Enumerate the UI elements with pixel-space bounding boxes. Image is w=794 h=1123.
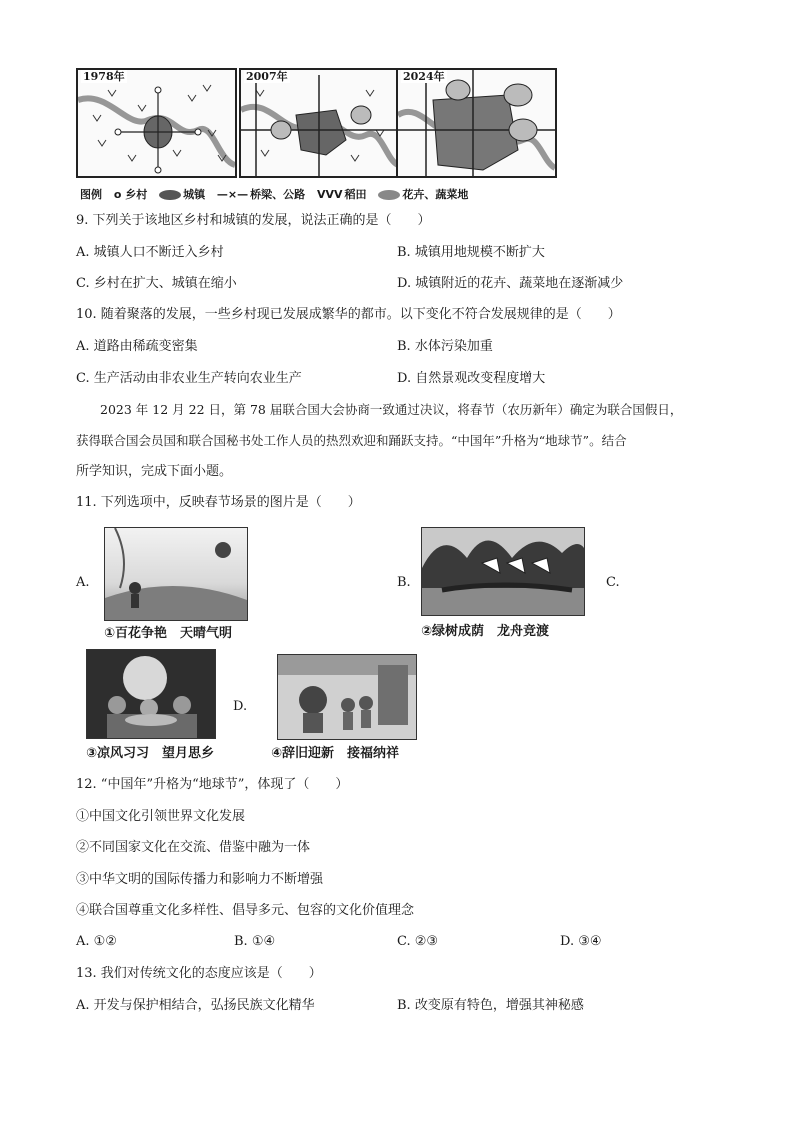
picture-new-year	[277, 654, 417, 740]
q11-option-d-label: D.	[233, 699, 248, 714]
passage-line-2: 获得联合国会员国和联合国秘书处工作人员的热烈欢迎和踊跃支持。“中国年”升格为“地球节”。结合	[76, 433, 627, 448]
q13-option-a: A. 开发与保护相结合，弘扬民族文化精华	[76, 998, 315, 1013]
picture-moon-festival	[86, 649, 216, 739]
passage-line-3: 所学知识，完成下面小题。	[76, 464, 233, 479]
q9-option-a: A. 城镇人口不断迁入乡村	[76, 245, 224, 260]
q12-stem: 12. “中国年”升格为“地球节”，体现了（ ）	[76, 777, 349, 792]
q9-option-d: D. 城镇附近的花卉、蔬菜地在逐渐减少	[397, 276, 624, 291]
q9-stem: 9. 下列关于该地区乡村和城镇的发展，说法正确的是（ ）	[76, 213, 431, 228]
picture-moon-festival-drawing	[87, 650, 215, 738]
q12-statement-1: ①中国文化引领世界文化发展	[76, 809, 246, 824]
q13-option-b: B. 改变原有特色，增强其神秘感	[397, 998, 584, 1013]
legend-village: o 乡村	[113, 188, 148, 201]
q11-option-a-label: A.	[76, 575, 90, 590]
map-2024-drawing	[398, 70, 555, 176]
picture-spring-drawing	[105, 528, 247, 620]
legend-flower-icon	[378, 190, 400, 200]
q11-caption-3: ③凉风习习 望月思乡	[86, 746, 215, 761]
legend-title: 图例	[80, 188, 102, 201]
picture-spring-scene	[104, 527, 248, 621]
q12-option-c: C. ②③	[397, 934, 439, 949]
picture-dragon-boat-drawing	[422, 528, 584, 615]
legend-town-icon	[159, 190, 181, 200]
q10-option-d: D. 自然景观改变程度增大	[397, 371, 546, 386]
q10-option-b: B. 水体污染加重	[397, 339, 493, 354]
legend-bridge-icon: —×—	[216, 188, 249, 201]
q13-stem: 13. 我们对传统文化的态度应该是（ ）	[76, 966, 322, 981]
legend-paddy: 稻田	[344, 188, 367, 201]
map-2007	[239, 68, 400, 178]
q10-stem: 10. 随着聚落的发展，一些乡村现已发展成繁华的都市。以下变化不符合发展规律的是（ ）	[76, 307, 621, 322]
q11-caption-4: ④辞旧迎新 接福纳祥	[271, 746, 400, 761]
map-year-1978: 1978年	[83, 70, 125, 83]
q12-statement-3: ③中华文明的国际传播力和影响力不断增强	[76, 872, 324, 887]
q11-caption-1: ①百花争艳 天晴气明	[104, 626, 233, 641]
map-year-2024: 2024年	[403, 70, 445, 83]
q9-option-b: B. 城镇用地规模不断扩大	[397, 245, 545, 260]
q11-option-b-label: B.	[397, 575, 411, 590]
map-2007-drawing	[241, 70, 398, 176]
map-1978-drawing	[78, 70, 235, 176]
legend-flower-veg: 花卉、蔬菜地	[402, 188, 469, 201]
map-1978	[76, 68, 237, 178]
q11-option-c-label: C.	[606, 575, 620, 590]
q12-option-a: A. ①②	[76, 934, 117, 949]
legend-town: 城镇	[183, 188, 206, 201]
legend-bridge-road: 桥梁、公路	[250, 188, 306, 201]
q12-option-d: D. ③④	[560, 934, 602, 949]
picture-new-year-drawing	[278, 655, 416, 739]
legend-paddy-icon: VVV	[316, 188, 343, 201]
q9-option-c: C. 乡村在扩大、城镇在缩小	[76, 276, 237, 291]
q10-option-c: C. 生产活动由非农业生产转向农业生产	[76, 371, 302, 386]
map-2024	[396, 68, 557, 178]
q12-statement-2: ②不同国家文化在交流、借鉴中融为一体	[76, 840, 311, 855]
q11-caption-2: ②绿树成荫 龙舟竞渡	[421, 624, 550, 639]
q10-option-a: A. 道路由稀疏变密集	[76, 339, 198, 354]
picture-dragon-boat	[421, 527, 585, 616]
map-year-2007: 2007年	[246, 70, 288, 83]
q12-statement-4: ④联合国尊重文化多样性、倡导多元、包容的文化价值理念	[76, 903, 415, 918]
q11-stem: 11. 下列选项中，反映春节场景的图片是（ ）	[76, 495, 361, 510]
passage-line-1: 2023 年 12 月 22 日，第 78 届联合国大会协商一致通过决议，将春节（农历新年）确定为联合国假日，	[100, 402, 683, 417]
q12-option-b: B. ①④	[234, 934, 276, 949]
map-legend	[80, 186, 476, 202]
